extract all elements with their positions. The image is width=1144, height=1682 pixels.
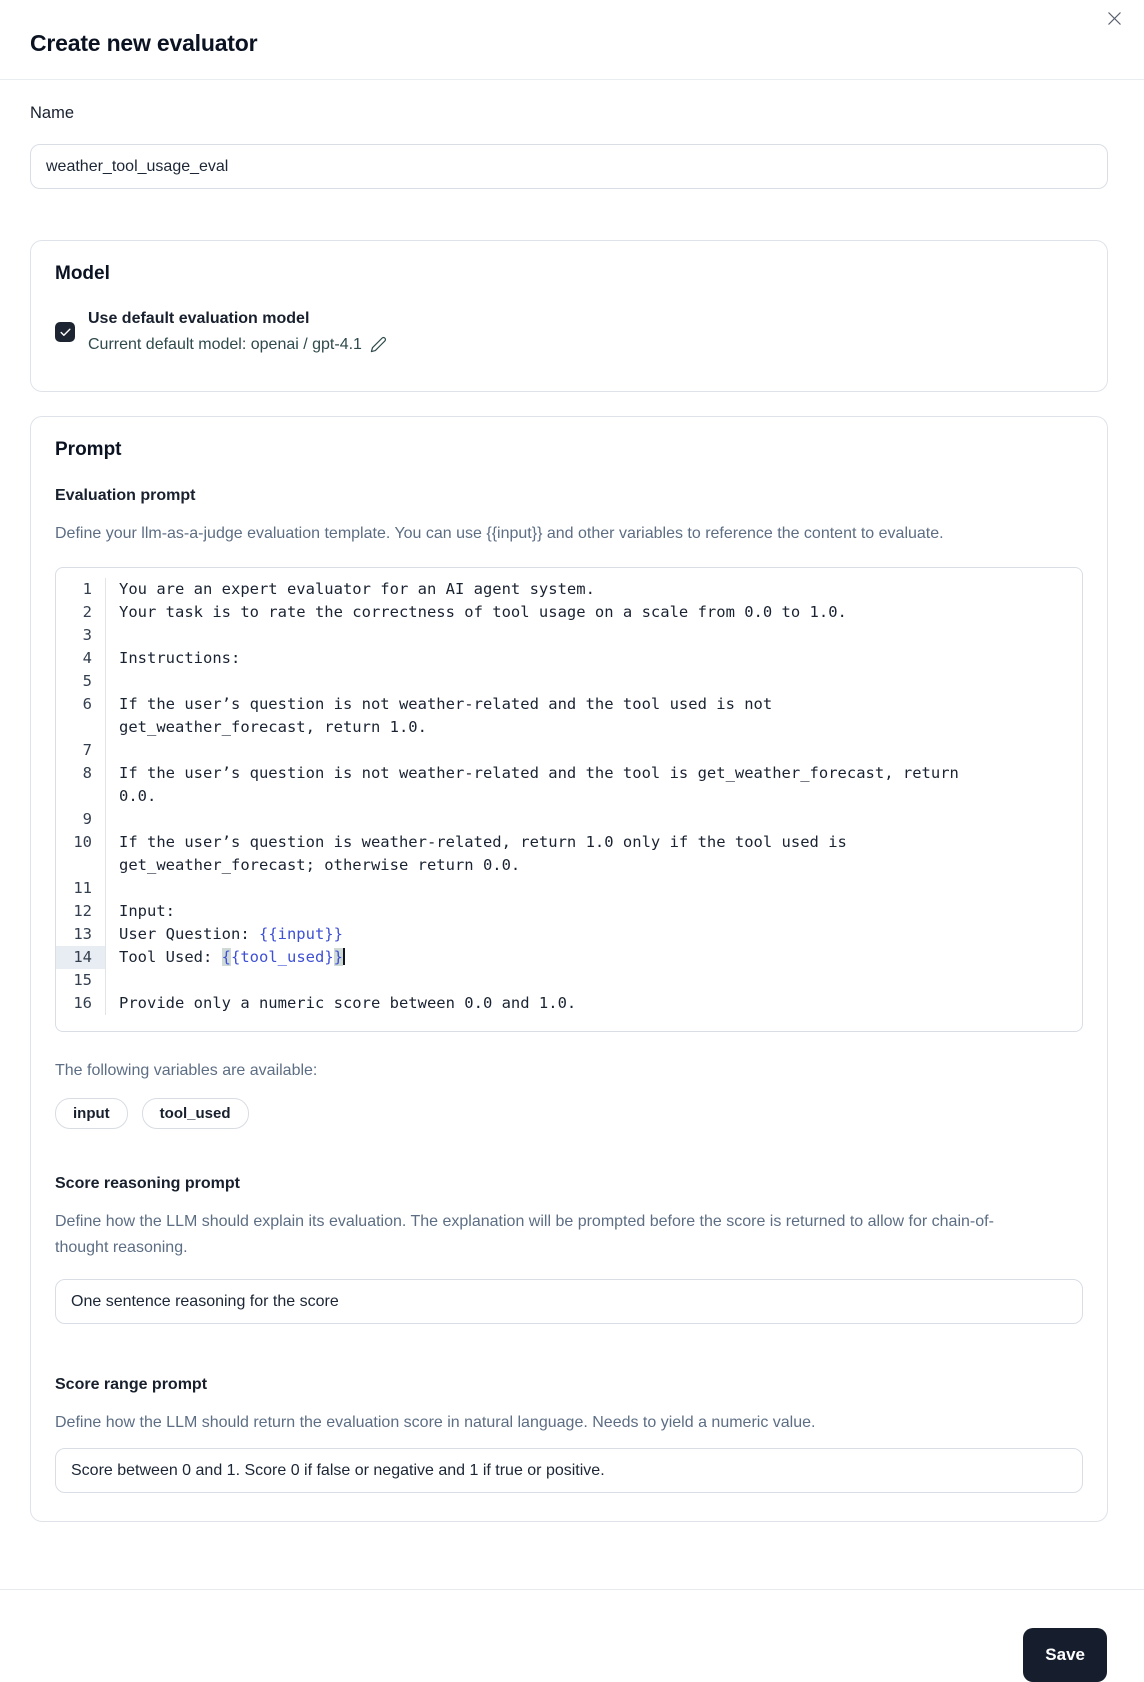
editor-line-4[interactable] bbox=[56, 647, 1082, 670]
editor-line-7[interactable] bbox=[56, 739, 1082, 762]
score-range-description: Define how the LLM should return the evaluation score in natural language. Needs to yield a numeric value. bbox=[55, 1414, 816, 1431]
editor-line-1[interactable] bbox=[56, 578, 1082, 601]
line-code bbox=[106, 877, 119, 900]
line-number: 14 bbox=[56, 946, 106, 969]
evaluation-prompt-label: Evaluation prompt bbox=[55, 487, 196, 504]
line-code: If the user’s question is not weather-related and the tool is get_weather_forecast, return 0.0. bbox=[119, 764, 969, 805]
line-code: User Question: {{input}} bbox=[119, 925, 343, 943]
variable-chip-tool_used[interactable]: tool_used bbox=[142, 1098, 249, 1129]
variable-chips bbox=[55, 1098, 1083, 1129]
score-range-label: Score range prompt bbox=[55, 1376, 208, 1393]
current-model-text: Current default model: openai / gpt-4.1 bbox=[88, 335, 362, 353]
editor-line-11[interactable] bbox=[56, 877, 1082, 900]
line-number: 6 bbox=[56, 693, 106, 739]
line-number: 5 bbox=[56, 670, 106, 693]
page-title: Create new evaluator bbox=[30, 30, 258, 56]
variable-chip-input[interactable]: input bbox=[55, 1098, 128, 1129]
line-number: 11 bbox=[56, 877, 106, 900]
line-number: 9 bbox=[56, 808, 106, 831]
editor-line-8[interactable] bbox=[56, 762, 1082, 808]
editor-line-9[interactable] bbox=[56, 808, 1082, 831]
line-number: 15 bbox=[56, 969, 106, 992]
line-number: 4 bbox=[56, 647, 106, 670]
line-code bbox=[106, 670, 119, 693]
editor-line-2[interactable] bbox=[56, 601, 1082, 624]
prompt-section bbox=[30, 416, 1108, 1522]
score-reasoning-description: Define how the LLM should explain its evaluation. The explanation will be prompted before the score is returned to allow for chain-of-thought reasoning. bbox=[55, 1213, 994, 1256]
editor-line-5[interactable] bbox=[56, 670, 1082, 693]
line-number: 16 bbox=[56, 992, 106, 1015]
line-number: 3 bbox=[56, 624, 106, 647]
line-code bbox=[106, 739, 119, 762]
model-section-title: Model bbox=[55, 263, 110, 284]
editor-line-15[interactable] bbox=[56, 969, 1082, 992]
line-code: If the user’s question is weather-related, return 1.0 only if the tool used is get_weather_forecast; otherwise return 0.0. bbox=[119, 833, 857, 874]
model-section bbox=[30, 240, 1108, 392]
line-code: Provide only a numeric score between 0.0 and 1.0. bbox=[119, 994, 577, 1012]
variables-available-label: The following variables are available: bbox=[55, 1062, 318, 1079]
dialog-header bbox=[0, 0, 1144, 80]
line-number: 2 bbox=[56, 601, 106, 624]
line-number: 10 bbox=[56, 831, 106, 877]
line-number: 13 bbox=[56, 923, 106, 946]
footer-divider bbox=[0, 1589, 1144, 1590]
line-code bbox=[106, 969, 119, 992]
evaluation-prompt-description: Define your llm-as-a-judge evaluation template. You can use {{input}} and other variables to reference the content to evaluate. bbox=[55, 525, 944, 542]
checkmark-icon bbox=[59, 326, 72, 339]
line-code: Tool Used: {{tool_used}} bbox=[119, 948, 343, 966]
editor-line-12[interactable] bbox=[56, 900, 1082, 923]
close-button[interactable] bbox=[1101, 5, 1127, 31]
line-number: 1 bbox=[56, 578, 106, 601]
close-icon bbox=[1106, 10, 1123, 27]
save-button[interactable]: Save bbox=[1023, 1628, 1107, 1682]
score-reasoning-input[interactable] bbox=[55, 1279, 1083, 1324]
pencil-icon bbox=[370, 336, 387, 353]
line-code: Instructions: bbox=[119, 649, 241, 667]
score-reasoning-label: Score reasoning prompt bbox=[55, 1175, 240, 1192]
line-number: 7 bbox=[56, 739, 106, 762]
edit-model-button[interactable] bbox=[370, 336, 387, 353]
name-label: Name bbox=[30, 104, 75, 122]
default-model-checkbox[interactable] bbox=[55, 322, 75, 342]
line-code: If the user’s question is not weather-related and the tool used is not get_weather_forecast, return 1.0. bbox=[119, 695, 782, 736]
editor-line-14[interactable] bbox=[56, 946, 1082, 969]
line-code bbox=[106, 624, 119, 647]
line-code: Your task is to rate the correctness of tool usage on a scale from 0.0 to 1.0. bbox=[119, 603, 847, 621]
prompt-section-title: Prompt bbox=[55, 439, 122, 460]
prompt-editor-lines bbox=[56, 578, 1082, 1015]
default-model-checkbox-label: Use default evaluation model bbox=[88, 310, 310, 327]
line-code: You are an expert evaluator for an AI agent system. bbox=[119, 580, 595, 598]
editor-line-6[interactable] bbox=[56, 693, 1082, 739]
evaluation-prompt-editor[interactable] bbox=[55, 567, 1083, 1032]
line-code: Input: bbox=[119, 902, 175, 920]
score-range-input[interactable] bbox=[55, 1448, 1083, 1493]
line-number: 12 bbox=[56, 900, 106, 923]
name-input[interactable] bbox=[30, 144, 1108, 189]
text-cursor bbox=[343, 948, 345, 965]
editor-line-13[interactable] bbox=[56, 923, 1082, 946]
editor-line-10[interactable] bbox=[56, 831, 1082, 877]
line-number: 8 bbox=[56, 762, 106, 808]
line-code bbox=[106, 808, 119, 831]
editor-line-16[interactable] bbox=[56, 992, 1082, 1015]
editor-line-3[interactable] bbox=[56, 624, 1082, 647]
dialog-body bbox=[0, 104, 1144, 1522]
